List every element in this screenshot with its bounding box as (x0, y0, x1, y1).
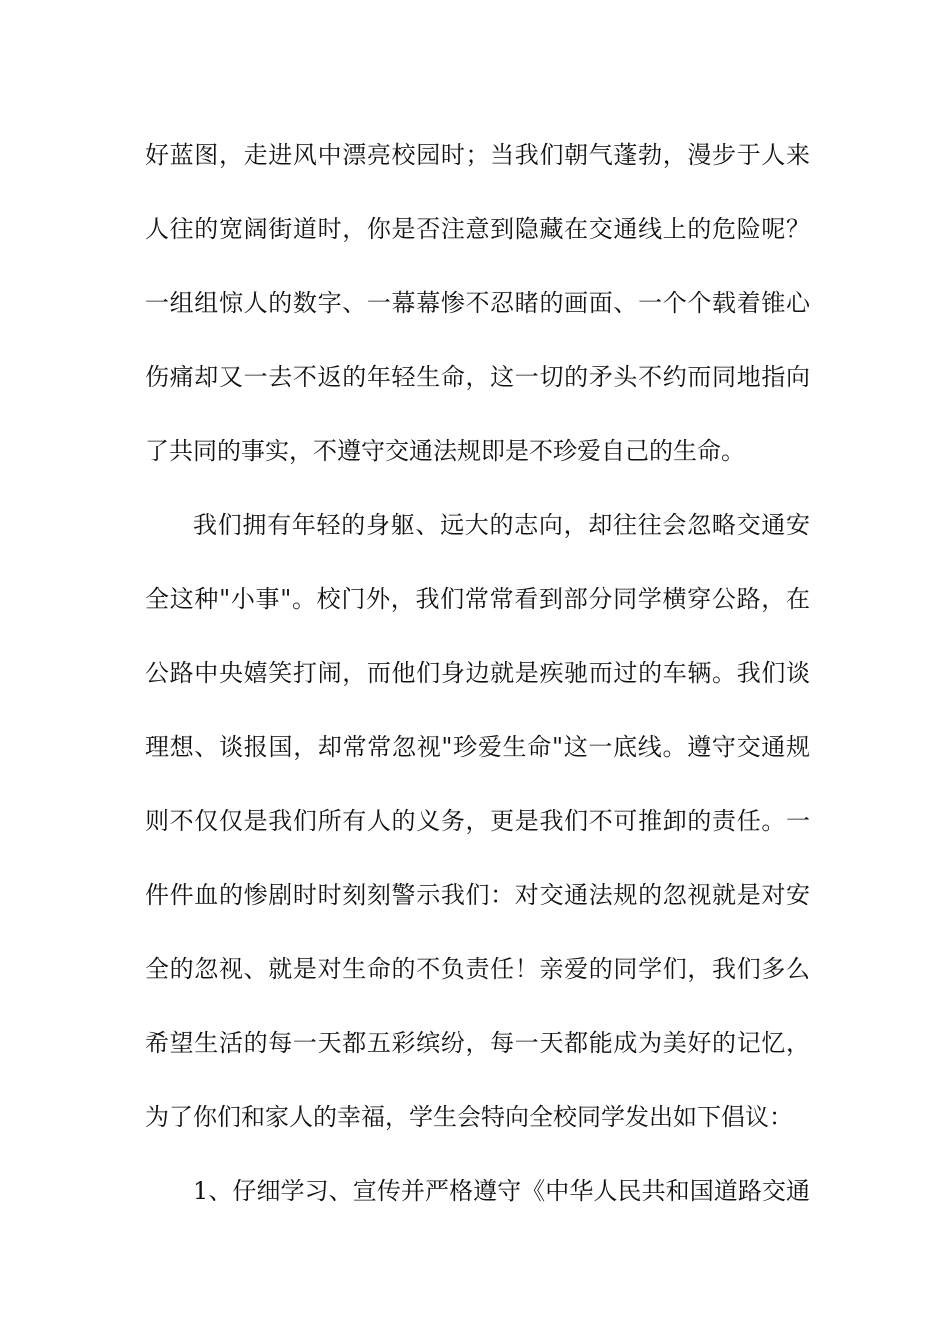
text-line: 伤痛却又一去不返的年轻生命，这一切的矛头不约而同地指向 (145, 363, 810, 391)
paragraph (145, 118, 810, 488)
text-line: 希望生活的每一天都五彩缤纷，每一天都能成为美好的记忆， (145, 1029, 810, 1057)
text-line: 人往的宽阔街道时，你是否注意到隐藏在交通线上的危险呢？ (145, 215, 810, 243)
text-line: 全这种"小事"。校门外，我们常常看到部分同学横穿公路，在 (145, 585, 810, 613)
text-line: 全的忽视、就是对生命的不负责任！亲爱的同学们，我们多么 (145, 955, 810, 983)
text-line: 件件血的惨剧时时刻刻警示我们：对交通法规的忽视就是对安 (145, 881, 810, 909)
text-line: 好蓝图，走进风中漂亮校园时；当我们朝气蓬勃，漫步于人来 (145, 141, 810, 169)
text-line: 1、仔细学习、宣传并严格遵守《中华人民共和国道路交通 (193, 1177, 810, 1205)
paragraph (145, 488, 810, 1154)
text-line: 一组组惊人的数字、一幕幕惨不忍睹的画面、一个个载着锥心 (145, 289, 810, 317)
text-line: 为了你们和家人的幸福，学生会特向全校同学发出如下倡议： (145, 1103, 793, 1131)
text-line: 公路中央嬉笑打闹，而他们身边就是疾驰而过的车辆。我们谈 (145, 659, 810, 687)
paragraph (145, 1154, 810, 1228)
text-line: 了共同的事实，不遵守交通法规即是不珍爱自己的生命。 (145, 437, 745, 465)
text-line: 理想、谈报国，却常常忽视"珍爱生命"这一底线。遵守交通规 (145, 733, 810, 761)
document-body (145, 118, 810, 1228)
text-line: 则不仅仅是我们所有人的义务，更是我们不可推卸的责任。一 (145, 807, 810, 835)
text-line: 我们拥有年轻的身躯、远大的志向，却往往会忽略交通安 (193, 511, 810, 539)
